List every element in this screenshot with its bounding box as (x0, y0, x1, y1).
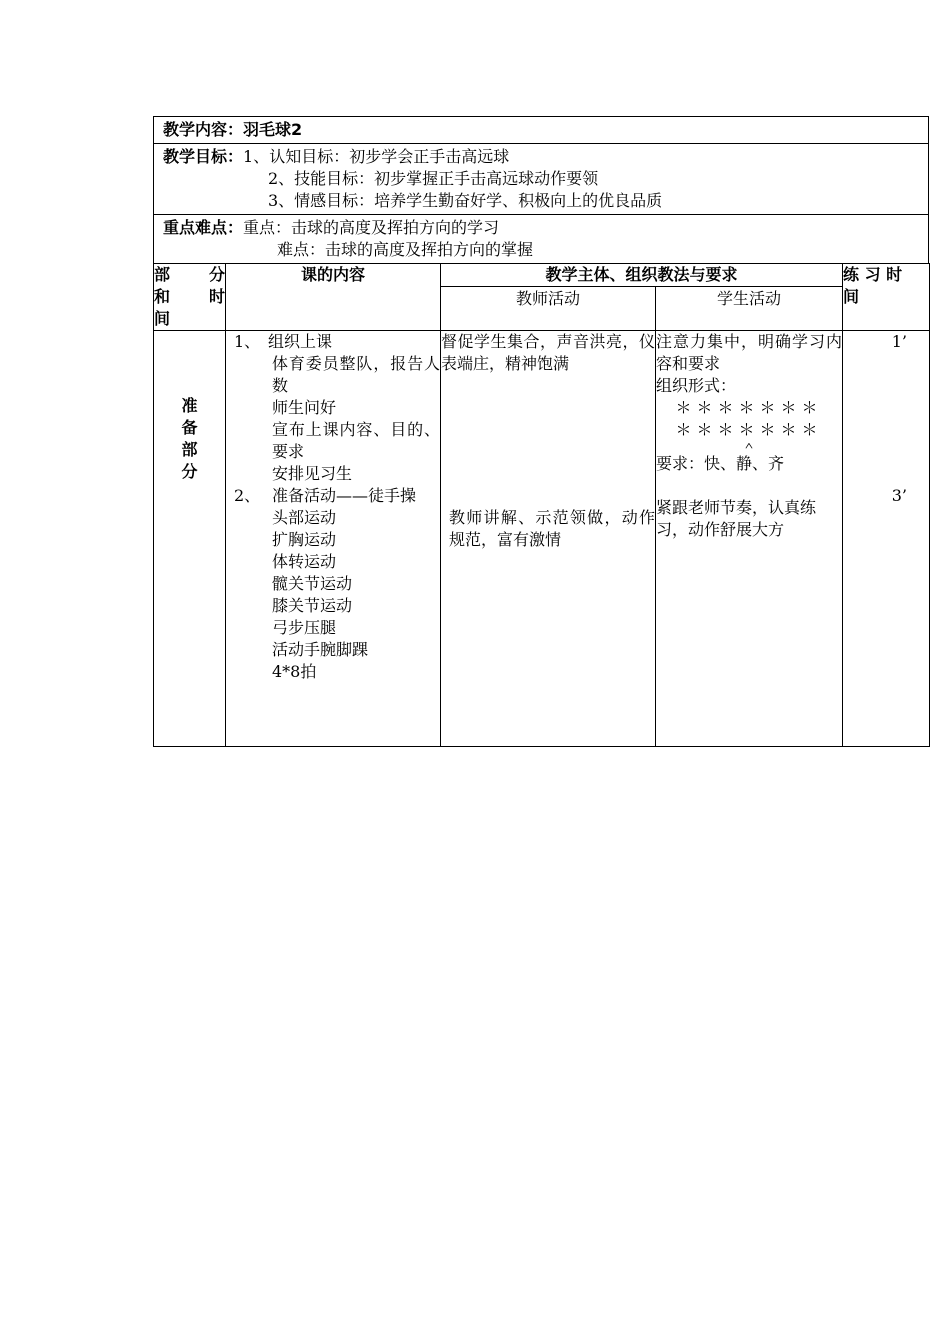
time-1: 1’ (891, 332, 908, 351)
difficult-point: 难点：击球的高度及挥拍方向的掌握 (277, 240, 534, 259)
item-1-list (234, 353, 440, 485)
content-row (153, 116, 929, 143)
part-char-2: 备 (181, 418, 198, 437)
item-2-sub-2: 扩胸运动 (272, 530, 337, 549)
teacher-cell (441, 331, 656, 747)
formation-teacher-mark: ＾ (741, 437, 758, 456)
item-1-title: 组织上课 (268, 332, 333, 351)
item-2-sub-1: 头部运动 (272, 508, 337, 527)
item-2-title: 准备活动——徒手操 (272, 486, 417, 505)
key-label: 重点难点： (163, 218, 244, 237)
item-1-sub-3: 宣布上课内容、目的、要求 (272, 420, 440, 461)
student-cell (656, 331, 843, 747)
item-2-sub-7: 活动手腕脚踝 (272, 640, 369, 659)
item-2 (234, 485, 440, 507)
header-part-line-2: 和 时 (154, 287, 225, 306)
teacher-activity-2: 教师讲解、示范领做，动作规范，富有激情 (449, 508, 655, 549)
item-2-num: 2、 (234, 486, 261, 505)
header-content: 课的内容 (226, 264, 441, 331)
item-1-sub-1: 体育委员整队，报告人数 (272, 354, 440, 395)
time-2: 3’ (891, 486, 908, 505)
formation-row-1: ＊＊＊＊＊＊＊ (675, 398, 823, 417)
key-row (153, 214, 929, 263)
item-2-sub-8: 4*8拍 (272, 662, 317, 681)
item-2-sub-6: 弓步压腿 (272, 618, 337, 637)
student-activity-1: 注意力集中，明确学习内容和要求 (656, 332, 843, 373)
key-point: 重点：击球的高度及挥拍方向的学习 (243, 218, 500, 237)
header-part-line-3: 间 (154, 309, 171, 328)
content-label: 教学内容： (163, 120, 244, 139)
header-time (843, 264, 930, 331)
part-char-4: 分 (181, 462, 198, 481)
item-1 (234, 331, 440, 353)
item-1-sub-4: 安排见习生 (272, 464, 353, 483)
content-value: 羽毛球2 (243, 120, 303, 139)
content-cell (226, 331, 441, 747)
goal-2: 2、技能目标：初步掌握正手击高远球动作要领 (268, 169, 599, 188)
lesson-plan (153, 116, 929, 747)
part-char-1: 准 (181, 396, 198, 415)
item-1-num: 1、 (234, 332, 261, 351)
header-time-line-2: 间 (843, 287, 860, 306)
header-method: 教学主体、组织教法与要求 (441, 264, 843, 287)
lesson-table (153, 263, 930, 747)
student-formation-label: 组织形式： (656, 376, 737, 395)
teacher-activity-1: 督促学生集合，声音洪亮，仪表端庄，精神饱满 (441, 332, 655, 373)
part-label (180, 331, 200, 483)
item-2-sub-5: 膝关节运动 (272, 596, 353, 615)
header-time-line-1: 练 习 时 (843, 265, 903, 284)
header-teacher: 教师活动 (441, 287, 656, 331)
item-1-sub-2: 师生问好 (272, 398, 337, 417)
part-cell (154, 331, 226, 747)
student-requirement: 要求：快、静、齐 (656, 454, 785, 473)
goal-3: 3、情感目标：培养学生勤奋好学、积极向上的优良品质 (268, 191, 663, 210)
goals-row (153, 143, 929, 214)
item-2-list (234, 507, 440, 683)
header-part-time (154, 264, 226, 331)
item-2-sub-3: 体转运动 (272, 552, 337, 571)
goal-1: 1、认知目标：初步学会正手击高远球 (243, 147, 510, 166)
formation-row-2: ＊＊＊＊＊＊＊ (675, 420, 823, 439)
time-cell (843, 331, 930, 747)
student-activity-3: 习，动作舒展大方 (656, 520, 785, 539)
item-2-sub-4: 髋关节运动 (272, 574, 353, 593)
header-student: 学生活动 (656, 287, 843, 331)
goals-label: 教学目标： (163, 147, 244, 166)
part-char-3: 部 (181, 440, 198, 459)
student-activity-2: 紧跟老师节奏，认真练 (656, 498, 817, 517)
header-part-line-1: 部 分 (154, 265, 225, 284)
